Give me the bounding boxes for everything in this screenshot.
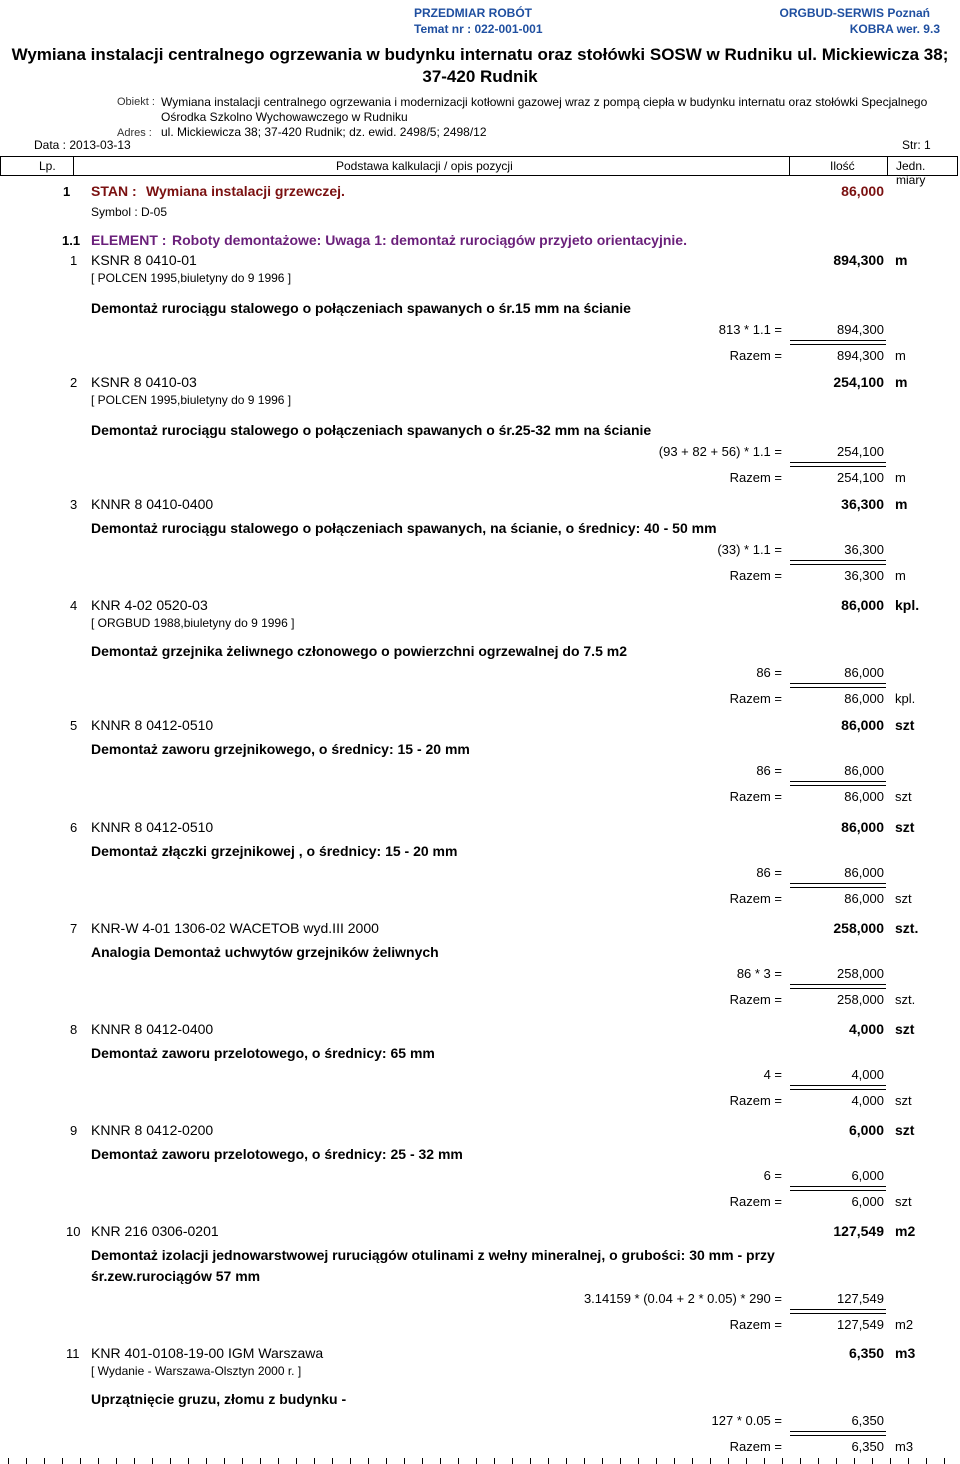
- item-razem-label: Razem =: [729, 891, 782, 906]
- item-calc-value: 6,350: [851, 1413, 884, 1428]
- item-razem-value: 86,000: [844, 691, 884, 706]
- ruler-tick: [62, 1458, 63, 1464]
- item-description: Analogia Demontaż uchwytów grzejników żeliwnych: [91, 944, 439, 960]
- ruler-tick: [242, 1458, 243, 1464]
- sum-divider: [790, 1186, 886, 1191]
- item-calc-formula: 86 * 3 =: [736, 966, 782, 981]
- ruler-tick: [404, 1458, 405, 1464]
- ruler-tick: [656, 1458, 657, 1464]
- ruler-tick: [674, 1458, 675, 1464]
- document-title-line2: 37-420 Rudnik: [422, 67, 538, 86]
- item-description: Demontaż złączki grzejnikowej , o średnicy: 15 - 20 mm: [91, 843, 458, 859]
- item-razem-label: Razem =: [729, 348, 782, 363]
- item-razem-value: 894,300: [837, 348, 884, 363]
- sum-divider: [790, 781, 886, 786]
- item-description: Demontaż rurociągu stalowego o połączeniach spawanych o śr.15 mm na ścianie: [91, 300, 631, 316]
- company-name: ORGBUD-SERWIS Poznań: [779, 6, 930, 20]
- item-unit: m2: [895, 1223, 916, 1239]
- item-description-line2: śr.zew.rurociągów 57 mm: [91, 1268, 261, 1284]
- item-calc-formula: 86 =: [756, 665, 782, 680]
- ruler-tick: [710, 1458, 711, 1464]
- item-calc-formula: (33) * 1.1 =: [717, 542, 782, 557]
- item-unit: m: [895, 374, 908, 390]
- ruler-tick: [386, 1458, 387, 1464]
- item-razem-unit: szt: [895, 891, 912, 906]
- ruler-tick: [782, 1458, 783, 1464]
- sum-divider: [790, 1431, 886, 1436]
- sum-divider: [790, 340, 886, 345]
- sum-divider: [790, 462, 886, 467]
- ruler-tick: [152, 1458, 153, 1464]
- ruler-tick: [908, 1458, 909, 1464]
- item-quantity: 36,300: [841, 496, 884, 512]
- item-calc-value: 127,549: [837, 1291, 884, 1306]
- ruler-tick: [332, 1458, 333, 1464]
- item-unit: szt.: [895, 920, 919, 936]
- item-lp: 3: [70, 497, 78, 512]
- item-calc-value: 258,000: [837, 966, 884, 981]
- obiekt-line2: Ośrodka Szkolno Wychowawczego w Rudniku: [161, 110, 408, 124]
- item-razem-value: 4,000: [851, 1093, 884, 1108]
- item-razem-unit: m: [895, 470, 906, 485]
- item-code: KNR 4-02 0520-03: [91, 597, 208, 613]
- ruler-tick: [584, 1458, 585, 1464]
- item-quantity: 4,000: [848, 1021, 884, 1037]
- element-number: 1.1: [62, 233, 81, 248]
- item-calc-formula: 6 =: [763, 1168, 782, 1183]
- sum-divider: [790, 683, 886, 688]
- column-jedn: Jedn. miary: [896, 159, 926, 187]
- item-unit: m: [895, 496, 908, 512]
- column-lp: Lp.: [39, 159, 56, 173]
- ruler-tick: [530, 1458, 531, 1464]
- ruler-tick: [314, 1458, 315, 1464]
- item-unit: szt: [895, 819, 915, 835]
- ruler-tick: [368, 1458, 369, 1464]
- item-unit: szt: [895, 1122, 915, 1138]
- item-calc-formula: 813 * 1.1 =: [718, 322, 782, 337]
- ruler-tick: [440, 1458, 441, 1464]
- ruler-tick: [80, 1458, 81, 1464]
- ruler-tick: [926, 1458, 927, 1464]
- item-description: Demontaż grzejnika żeliwnego członowego o powierzchni ogrzewalnej do 7.5 m2: [91, 643, 627, 659]
- stan-symbol: Symbol : D-05: [91, 205, 168, 219]
- item-calc-value: 4,000: [851, 1067, 884, 1082]
- document-title-line1: Wymiana instalacji centralnego ogrzewania w budynku internatu oraz stołówki SOSW w Rudniku ul. Mickiewicza 38;: [11, 45, 949, 64]
- item-lp: 2: [70, 375, 78, 390]
- item-calc-value: 894,300: [837, 322, 884, 337]
- column-ilosc: Ilość: [830, 159, 855, 173]
- item-lp: 10: [66, 1224, 81, 1239]
- adres-value: ul. Mickiewicza 38; 37-420 Rudnik; dz. ewid. 2498/5; 2498/12: [161, 125, 487, 139]
- item-quantity: 86,000: [841, 717, 884, 733]
- ruler-tick: [944, 1458, 945, 1464]
- item-calc-formula: 3.14159 * (0.04 + 2 * 0.05) * 290 =: [583, 1291, 782, 1306]
- sum-divider: [790, 1085, 886, 1090]
- item-razem-value: 258,000: [837, 992, 884, 1007]
- ruler-tick: [422, 1458, 423, 1464]
- ruler-tick: [836, 1458, 837, 1464]
- ruler-tick: [188, 1458, 189, 1464]
- ruler-tick: [296, 1458, 297, 1464]
- item-quantity: 86,000: [841, 819, 884, 835]
- sum-divider: [790, 1309, 886, 1314]
- item-razem-unit: m3: [895, 1439, 914, 1454]
- item-calc-value: 254,100: [837, 444, 884, 459]
- ruler-tick: [260, 1458, 261, 1464]
- item-unit: m: [895, 252, 908, 268]
- item-calc-value: 36,300: [844, 542, 884, 557]
- item-source: [ Wydanie - Warszawa-Olsztyn 2000 r. ]: [91, 1364, 302, 1378]
- item-razem-label: Razem =: [729, 1439, 782, 1454]
- document-type: PRZEDMIAR ROBÓT: [414, 6, 532, 20]
- item-description: Uprzątnięcie gruzu, złomu z budynku -: [91, 1391, 347, 1407]
- stan-number: 1: [63, 184, 71, 199]
- ruler-tick: [620, 1458, 621, 1464]
- item-razem-unit: szt.: [895, 992, 916, 1007]
- item-razem-unit: m: [895, 568, 906, 583]
- item-razem-value: 86,000: [844, 891, 884, 906]
- item-razem-label: Razem =: [729, 992, 782, 1007]
- item-calc-value: 86,000: [844, 763, 884, 778]
- item-razem-value: 254,100: [837, 470, 884, 485]
- item-code: KNNR 8 0412-0510: [91, 717, 214, 733]
- obiekt-label: Obiekt :: [117, 96, 155, 108]
- software-version: KOBRA wer. 9.3: [849, 22, 940, 36]
- sum-divider: [790, 883, 886, 888]
- item-razem-label: Razem =: [729, 1093, 782, 1108]
- item-description: Demontaż zaworu grzejnikowego, o średnicy: 15 - 20 mm: [91, 741, 470, 757]
- item-calc-formula: (93 + 82 + 56) * 1.1 =: [658, 444, 782, 459]
- ruler-tick: [494, 1458, 495, 1464]
- item-description: Demontaż rurociągu stalowego o połączeniach spawanych o śr.25-32 mm na ścianie: [91, 422, 652, 438]
- item-source: [ POLCEN 1995,biuletyny do 9 1996 ]: [91, 271, 292, 285]
- item-calc-formula: 127 * 0.05 =: [711, 1413, 782, 1428]
- item-quantity: 254,100: [833, 374, 884, 390]
- ruler-tick: [224, 1458, 225, 1464]
- ruler-tick: [134, 1458, 135, 1464]
- item-lp: 8: [70, 1022, 78, 1037]
- item-quantity: 127,549: [833, 1223, 884, 1239]
- item-code: KNR 216 0306-0201: [91, 1223, 219, 1239]
- item-lp: 1: [70, 253, 78, 268]
- stan-label: STAN :: [91, 183, 137, 199]
- ruler-tick: [8, 1458, 9, 1464]
- ruler-tick: [170, 1458, 171, 1464]
- ruler-tick: [854, 1458, 855, 1464]
- item-lp: 9: [70, 1123, 78, 1138]
- item-description: Demontaż zaworu przelotowego, o średnicy: 25 - 32 mm: [91, 1146, 463, 1162]
- item-quantity: 6,000: [848, 1122, 884, 1138]
- item-unit: m3: [895, 1345, 916, 1361]
- item-razem-value: 127,549: [837, 1317, 884, 1332]
- item-calc-value: 6,000: [851, 1168, 884, 1183]
- element-name: Roboty demontażowe: Uwaga 1: demontaż rurociągów przyjeto orientacyjnie.: [172, 232, 687, 248]
- ruler-tick: [350, 1458, 351, 1464]
- item-razem-value: 6,000: [851, 1194, 884, 1209]
- ruler-tick: [692, 1458, 693, 1464]
- item-lp: 6: [70, 820, 78, 835]
- item-razem-label: Razem =: [729, 1317, 782, 1332]
- ruler-tick: [764, 1458, 765, 1464]
- ruler-tick: [548, 1458, 549, 1464]
- ruler-tick: [872, 1458, 873, 1464]
- column-header-row: [0, 156, 958, 187]
- item-razem-unit: m: [895, 348, 906, 363]
- item-razem-value: 6,350: [851, 1439, 884, 1454]
- obiekt-line1: Wymiana instalacji centralnego ogrzewania i modernizacji kotłowni gazowej wraz z pompą ciepła w budynku internatu oraz stołówki Specjalnego: [161, 95, 928, 109]
- adres-label: Adres :: [117, 127, 152, 139]
- ruler-tick: [98, 1458, 99, 1464]
- ruler-tick: [638, 1458, 639, 1464]
- sum-divider: [790, 560, 886, 565]
- item-razem-label: Razem =: [729, 691, 782, 706]
- ruler-tick: [602, 1458, 603, 1464]
- item-razem-unit: szt: [895, 1093, 912, 1108]
- column-podstawa: Podstawa kalkulacji / opis pozycji: [336, 159, 513, 173]
- sum-divider: [790, 984, 886, 989]
- ruler-tick: [512, 1458, 513, 1464]
- item-code: KNNR 8 0412-0200: [91, 1122, 214, 1138]
- temat-number: Temat nr : 022-001-001: [414, 22, 543, 36]
- item-code: KNR-W 4-01 1306-02 WACETOB wyd.III 2000: [91, 920, 379, 936]
- item-code: KNR 401-0108-19-00 IGM Warszawa: [91, 1345, 324, 1361]
- item-lp: 4: [70, 598, 78, 613]
- item-razem-label: Razem =: [729, 470, 782, 485]
- item-code: KSNR 8 0410-03: [91, 374, 197, 390]
- item-source: [ POLCEN 1995,biuletyny do 9 1996 ]: [91, 393, 292, 407]
- item-description: Demontaż rurociągu stalowego o połączeniach spawanych, na ścianie, o średnicy: 40 - 50 mm: [91, 520, 717, 536]
- item-code: KNNR 8 0410-0400: [91, 496, 214, 512]
- item-unit: szt: [895, 1021, 915, 1037]
- ruler-tick: [728, 1458, 729, 1464]
- item-quantity: 6,350: [848, 1345, 884, 1361]
- ruler-tick: [458, 1458, 459, 1464]
- item-quantity: 894,300: [833, 252, 884, 268]
- ruler-tick: [800, 1458, 801, 1464]
- ruler-tick: [278, 1458, 279, 1464]
- item-razem-unit: kpl.: [895, 691, 916, 706]
- item-code: KSNR 8 0410-01: [91, 252, 197, 268]
- item-lp: 7: [70, 921, 78, 936]
- item-razem-unit: m2: [895, 1317, 914, 1332]
- item-razem-value: 36,300: [844, 568, 884, 583]
- item-unit: kpl.: [895, 597, 920, 613]
- item-razem-unit: szt: [895, 1194, 912, 1209]
- ruler-tick: [746, 1458, 747, 1464]
- item-unit: szt: [895, 717, 915, 733]
- page-number: Str: 1: [902, 138, 931, 152]
- item-razem-label: Razem =: [729, 789, 782, 804]
- item-lp: 11: [66, 1346, 80, 1361]
- item-description: Demontaż izolacji jednowarstwowej ruruciągów otulinami z wełny mineralnej, o grubości: 30 mm - przy: [91, 1247, 775, 1263]
- item-calc-formula: 86 =: [756, 763, 782, 778]
- item-code: KNNR 8 0412-0510: [91, 819, 214, 835]
- item-razem-value: 86,000: [844, 789, 884, 804]
- item-code: KNNR 8 0412-0400: [91, 1021, 214, 1037]
- ruler-tick: [566, 1458, 567, 1464]
- element-label: ELEMENT :: [91, 232, 167, 248]
- item-description: Demontaż zaworu przelotowego, o średnicy: 65 mm: [91, 1045, 435, 1061]
- stan-name: Wymiana instalacji grzewczej.: [146, 183, 345, 199]
- ruler-tick: [206, 1458, 207, 1464]
- item-source: [ ORGBUD 1988,biuletyny do 9 1996 ]: [91, 616, 295, 630]
- item-razem-label: Razem =: [729, 568, 782, 583]
- item-quantity: 86,000: [841, 597, 884, 613]
- item-lp: 5: [70, 718, 78, 733]
- ruler-tick: [44, 1458, 45, 1464]
- item-razem-label: Razem =: [729, 1194, 782, 1209]
- item-calc-value: 86,000: [844, 665, 884, 680]
- ruler-tick: [890, 1458, 891, 1464]
- ruler-tick: [476, 1458, 477, 1464]
- item-calc-formula: 86 =: [756, 865, 782, 880]
- item-calc-value: 86,000: [844, 865, 884, 880]
- ruler-tick: [818, 1458, 819, 1464]
- document-date: Data : 2013-03-13: [34, 138, 131, 152]
- item-razem-unit: szt: [895, 789, 912, 804]
- stan-quantity: 86,000: [841, 183, 884, 199]
- ruler-tick: [116, 1458, 117, 1464]
- ruler-tick: [26, 1458, 27, 1464]
- item-calc-formula: 4 =: [763, 1067, 782, 1082]
- item-quantity: 258,000: [833, 920, 884, 936]
